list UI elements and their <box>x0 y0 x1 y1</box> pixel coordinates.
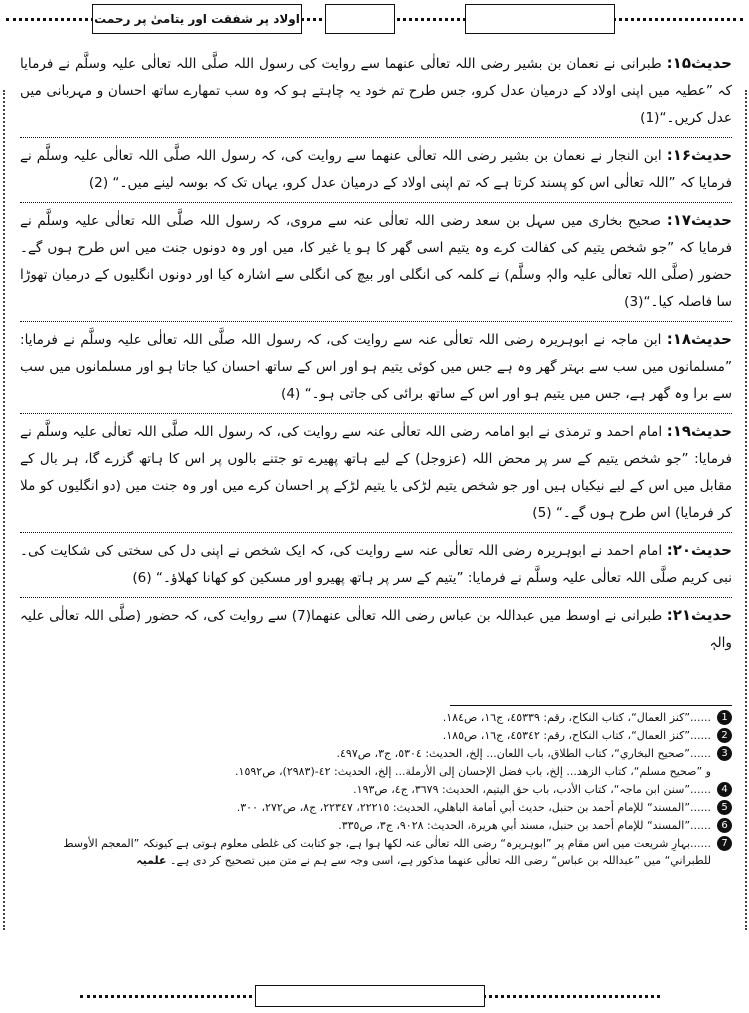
footnote-text: ......”سنن ابن ماجہ“، کتاب الأدب، باب حق الیتیم، الحدیث: ٣٦٧٩، ج٤، ص١٩٣. <box>353 783 711 796</box>
footnote-number <box>717 764 732 779</box>
divider <box>20 597 732 598</box>
hadith-text: ابن ماجہ نے ابوہریرہ رضی اللہ تعالٰی عنہ سے روایت کی، کہ رسول اللہ صلَّی اللہ تعالٰی علیہ وسلَّم نے فرمایا: ”مسلمانوں میں سب سے بہتر گھر وہ ہے جس میں کوئی یتیم ہو اور اس کے ساتھ احسان کیا جاتا ہو اور مسلمانوں میں سب سے برا وہ گھر ہے، جس میں یتیم ہو اور اس کے ساتھ برائی کی جاتی ہو۔“ (4) <box>20 332 732 402</box>
footnote-1 <box>24 709 732 726</box>
hadith-label: حدیث۲۱: <box>666 606 732 624</box>
hadith-text: امام احمد نے ابوہریرہ رضی اللہ تعالٰی عنہ سے روایت کی، کہ ایک شخص نے اپنی دل کی سختی کی شکایت کی۔ نبی کریم صلَّی اللہ تعالٰی علیہ وسلَّم نے فرمایا: ”یتیم کے سر پر ہاتھ پھیرو اور مسکین کو کھانا کھلاؤ۔“ (6) <box>20 543 732 586</box>
hadith-label: حدیث۱۵: <box>666 54 732 72</box>
hadith-label: حدیث۱۷: <box>666 211 732 229</box>
divider <box>20 202 732 203</box>
footnote-number: 3 <box>717 746 732 761</box>
footnote-text: و ”صحیح مسلم“، کتاب الزھد... إلخ، باب فضل الإحسان إلی الأرملة... إلخ، الحدیث: ٤٢-(٢٩٨٣)، ص١٥٩٢. <box>235 765 711 778</box>
footnote-number: 4 <box>717 782 732 797</box>
footnote-body: ......بہارِ شریعت میں اس مقام پر ”ابوہریرہ“ رضی اللہ تعالٰی عنہ لکھا ہوا ہے، جو کتابت کی غلطی معلوم ہوتی ہے کیونکہ ”المعجم الأوسط للطبراني“ میں ”عبداللہ بن عباس“ رضی اللہ تعالٰی عنھما مذکور ہے، اسی وجہ سے ہم نے متن میں تصحیح کر دی ہے۔ <box>63 837 711 867</box>
footnote-number: 1 <box>717 710 732 725</box>
hadith-21 <box>20 602 732 657</box>
page-header <box>0 0 749 40</box>
hadith-text: امام احمد و ترمذی نے ابو امامہ رضی اللہ تعالٰی عنہ سے روایت کی، کہ رسول اللہ صلَّی اللہ تعالٰی علیہ وسلَّم نے فرمایا: ”جو شخص یتیم کے سر پر محض اللہ (عزوجل) کے لیے ہاتھ پھیرے تو جتنے بالوں پر اس کا ہاتھ گزرے گا، ہر بال کے مقابل میں اس کے لیے نیکیاں ہیں اور جو شخص یتیم لڑکی یا یتیم لڑکے پر احسان کرے میں اور وہ جنت میں (دو انگلیوں کو ملا کر فرمایا) اس طرح ہوں گے۔“ (5) <box>20 424 732 521</box>
page-footer <box>0 975 749 1013</box>
hadith-20 <box>20 537 732 592</box>
hadith-17 <box>20 207 732 316</box>
footnotes <box>24 708 732 870</box>
footnote-number: 5 <box>717 800 732 815</box>
hadith-label: حدیث۱۹: <box>666 422 732 440</box>
divider <box>20 321 732 322</box>
hadith-15 <box>20 50 732 132</box>
footnote-separator <box>450 705 732 706</box>
divider <box>20 532 732 533</box>
hadith-19 <box>20 418 732 527</box>
header-chapter-box <box>465 4 615 34</box>
hadith-text: طبرانی نے نعمان بن بشیر رضی اللہ تعالٰی عنھما سے روایت کی رسول اللہ صلَّی اللہ تعالٰی علیہ وسلَّم نے فرمایا کہ ”عطیہ میں اپنی اولاد کے درمیان عدل کرو، جس طرح تم خود یہ چاہتے ہو کہ وہ سب تمھارے ساتھ احسان و مہربانی میں عدل کریں۔“(1) <box>20 56 732 126</box>
running-title: اولاد پر شفقت اور یتامیٰ پر رحمت <box>92 4 302 34</box>
footnote-text: ......”المسند“ للإمام أحمد بن حنبل، مسند أبي ھریرة، الحدیث: ٩٠٢٨، ج٣، ص٣٣٥. <box>338 819 711 832</box>
hadith-label: حدیث۱۸: <box>666 330 732 348</box>
hadith-text: صحیح بخاری میں سہل بن سعد رضی اللہ تعالٰی عنہ سے مروی، کہ رسول اللہ صلَّی اللہ تعالٰی علیہ وسلَّم نے فرمایا کہ ”جو شخص یتیم کی کفالت کرے وہ یتیم اسی گھر کا ہو یا غیر کا، میں اور وہ دونوں جنت میں اس طرح ہوں گے۔ حضور (صلَّی اللہ تعالٰی علیہ والہٖ وسلَّم) نے کلمہ کی انگلی اور بیچ کی انگلی سے اشارہ کیا اور دونوں انگلیوں کے درمیان تھوڑا سا فاصلہ کیا۔“(3) <box>20 213 732 310</box>
main-text <box>20 50 732 710</box>
footnote-text: ......”کنز العمال“، کتاب النکاح، رقم: ٤٥٣٣٩، ج١٦، ص١٨٤. <box>442 711 711 724</box>
header-page-number-box <box>325 4 395 34</box>
footnote-7 <box>24 835 732 869</box>
hadith-text: ابن النجار نے نعمان بن بشیر رضی اللہ تعالٰی عنھما سے روایت کی، کہ رسول اللہ صلَّی اللہ تعالٰی علیہ وسلَّم نے فرمایا کہ ”اللہ تعالٰی اس کو پسند کرتا ہے کہ تم اپنی اولاد کے درمیان عدل کرو، یہاں تک کہ بوسہ لینے میں۔“ (2) <box>20 148 732 191</box>
hadith-18 <box>20 326 732 408</box>
footnote-5 <box>24 799 732 816</box>
footnote-text <box>24 835 711 869</box>
hadith-label: حدیث۲۰: <box>666 541 732 559</box>
left-dotted-border <box>3 90 5 930</box>
footnote-4 <box>24 781 732 798</box>
footnote-3-continued <box>24 763 732 780</box>
hadith-16 <box>20 142 732 197</box>
footnote-signature: علمیہ <box>136 854 167 867</box>
hadith-label: حدیث۱۶: <box>666 146 732 164</box>
footnote-text: ......”صحیح البخاري“، کتاب الطلاق، باب اللعان... إلخ، الحدیث: ٥٣٠٤، ج٣، ص٤٩٧. <box>336 747 711 760</box>
footer-box <box>255 985 485 1007</box>
footnote-number: 7 <box>717 836 732 851</box>
footnote-3 <box>24 745 732 762</box>
footnote-2 <box>24 727 732 744</box>
divider <box>20 137 732 138</box>
right-dotted-border <box>745 90 747 930</box>
footnote-6 <box>24 817 732 834</box>
footnote-text: ......”کنز العمال“، کتاب النکاح، رقم: ٤٥٣٤٢، ج١٦، ص١٨٥. <box>442 729 711 742</box>
divider <box>20 413 732 414</box>
footnote-number: 6 <box>717 818 732 833</box>
hadith-text: طبرانی نے اوسط میں عبداللہ بن عباس رضی اللہ تعالٰی عنھما(7) سے روایت کی، کہ حضور (صلَّی اللہ تعالٰی علیہ والہٖ <box>20 608 732 651</box>
footnote-number: 2 <box>717 728 732 743</box>
footnote-text: ......”المسند“ للإمام أحمد بن حنبل، حدیث أبي أمامة الباھلي، الحدیث: ٢٢٢١٥، ٢٢٣٤٧، ج٨، ص٢٧٢، ٣٠٠. <box>236 801 711 814</box>
